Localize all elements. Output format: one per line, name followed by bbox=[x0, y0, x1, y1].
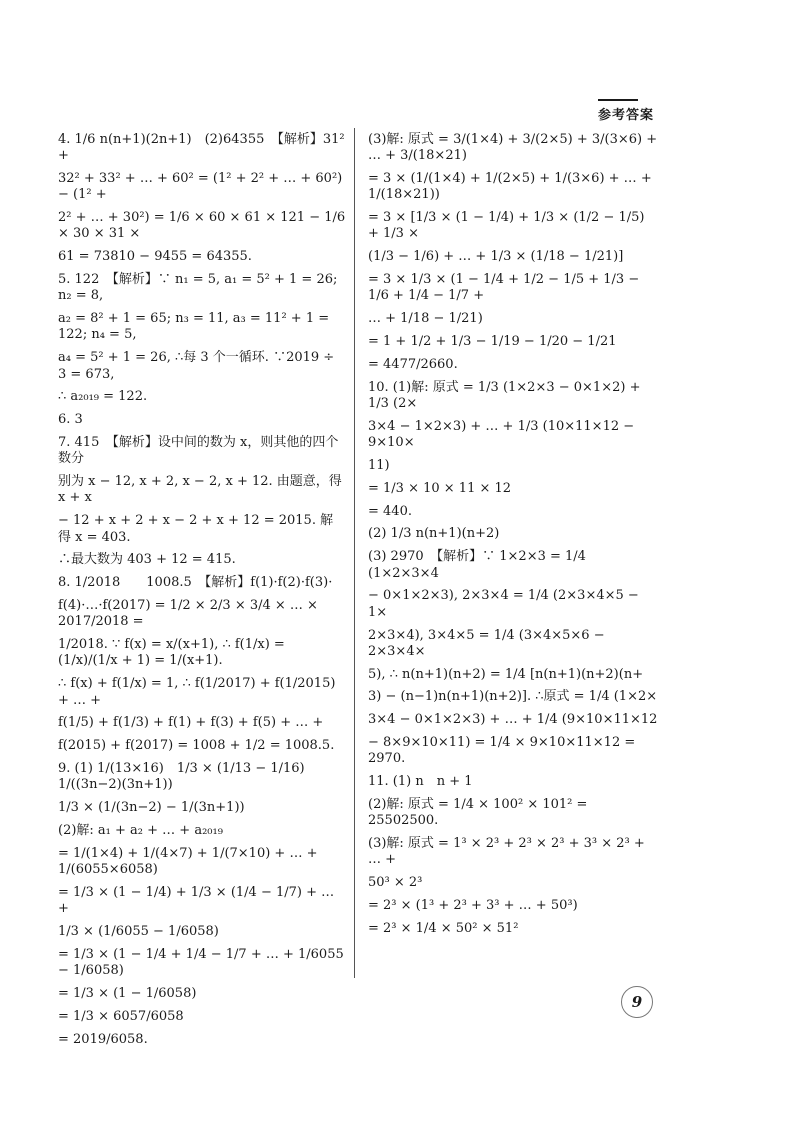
right-column-line: 3×4 − 1×2×3) + … + 1/3 (10×11×12 − 9×10× bbox=[368, 418, 639, 451]
section-label: 参考答案 bbox=[598, 108, 655, 123]
left-column-line: 1/2018. ∵ f(x) = x/(x+1), ∴ f(1/x) = (1/x)/(1/x + 1) = 1/(x+1). bbox=[58, 637, 289, 669]
left-column-line: 6. 3 bbox=[58, 412, 83, 428]
left-column-line: 4. 1/6 n(n+1)(2n+1) (2)64355 【解析】31² + bbox=[58, 132, 349, 164]
left-column-line: ∴ f(x) + f(1/x) = 1, ∴ f(1/2017) + f(1/2015) + … + bbox=[58, 676, 340, 708]
right-column-line: = 1 + 1/2 + 1/3 − 1/19 − 1/20 − 1/21 bbox=[368, 334, 617, 350]
right-column-line: 3×4 − 0×1×2×3) + … + 1/4 (9×10×11×12 bbox=[368, 712, 658, 728]
left-column-line: (2)解: a₁ + a₂ + … + a₂₀₁₉ bbox=[58, 822, 223, 838]
right-column-line: 5), ∴ n(n+1)(n+2) = 1/4 [n(n+1)(n+2)(n+ bbox=[368, 666, 644, 682]
right-column-line: 50³ × 2³ bbox=[368, 875, 423, 891]
left-column-line: 7. 415 【解析】设中间的数为 x，则其他的四个数分 bbox=[58, 435, 339, 467]
right-column-line: − 8×9×10×11) = 1/4 × 9×10×11×12 = 2970. bbox=[368, 735, 640, 767]
left-column-line: − 12 + x + 2 + x − 2 + x + 12 = 2015. 解得 x = 403. bbox=[58, 513, 334, 545]
left-column-line: 1/3 × (1/(3n−2) − 1/(3n+1)) bbox=[58, 800, 245, 816]
left-column-line: 9. (1) 1/(13×16) 1/3 × (1/13 − 1/16) 1/((3n−2)(3n+1)) bbox=[58, 761, 318, 793]
right-column-line: = 3 × (1/(1×4) + 1/(2×5) + 1/(3×6) + … + 1/(18×21)) bbox=[368, 171, 656, 203]
right-column-line: (1/3 − 1/6) + … + 1/3 × (1/18 − 1/21)] bbox=[368, 249, 624, 265]
left-column-line: f(1/5) + f(1/3) + f(1) + f(3) + f(5) + … + bbox=[58, 715, 324, 731]
left-column-line: 8. 1/2018 1008.5 【解析】f(1)·f(2)·f(3)· bbox=[58, 575, 333, 591]
left-column-line: ∴最大数为 403 + 12 = 415. bbox=[58, 552, 236, 568]
left-column-line: = 1/3 × (1 − 1/4) + 1/3 × (1/4 − 1/7) + … + bbox=[58, 884, 339, 917]
right-column-line: (3)解: 原式 = 1³ × 2³ + 2³ × 2³ + 3³ × 2³ + … + bbox=[368, 836, 649, 868]
right-column-line: (2)解: 原式 = 1/4 × 100² × 101² = 25502500. bbox=[368, 797, 592, 829]
column-divider bbox=[354, 128, 355, 978]
left-column-line: f(4)·…·f(2017) = 1/2 × 2/3 × 3/4 × … × 2017/2018 = bbox=[58, 598, 323, 630]
left-column-line: = 1/(1×4) + 1/(4×7) + 1/(7×10) + … + 1/(6055×6058) bbox=[58, 845, 322, 878]
right-column-line: = 1/3 × 10 × 11 × 12 bbox=[368, 480, 512, 496]
right-column-line: … + 1/18 − 1/21) bbox=[368, 311, 483, 327]
right-column-line: (3) 2970 【解析】∵ 1×2×3 = 1/4 (1×2×3×4 bbox=[368, 549, 591, 581]
left-column-line: 61 = 73810 − 9455 = 64355. bbox=[58, 249, 252, 265]
right-column-line: = 3 × [1/3 × (1 − 1/4) + 1/3 × (1/2 − 1/5) + 1/3 × bbox=[368, 210, 649, 242]
left-column-line: = 2019/6058. bbox=[58, 1031, 148, 1047]
right-column-line: = 4477/2660. bbox=[368, 356, 458, 372]
left-column-line: = 1/3 × (1 − 1/4 + 1/4 − 1/7 + … + 1/6055 − 1/6058) bbox=[58, 946, 348, 979]
right-column-line: = 440. bbox=[368, 503, 412, 519]
left-column-line: 1/3 × (1/6055 − 1/6058) bbox=[58, 924, 219, 939]
left-column-line: a₄ = 5² + 1 = 26, ∴每 3 个一循环. ∵2019 ÷ 3 = 673, bbox=[58, 350, 339, 382]
right-column-line: 2×3×4), 3×4×5 = 1/4 (3×4×5×6 − 2×3×4× bbox=[368, 627, 609, 659]
right-column-line: = 3 × 1/3 × (1 − 1/4 + 1/2 − 1/5 + 1/3 − 1/6 + 1/4 − 1/7 + bbox=[368, 272, 644, 304]
right-column bbox=[368, 132, 662, 944]
right-column-line: 3) − (n−1)n(n+1)(n+2)]. ∴原式 = 1/4 (1×2× bbox=[368, 689, 658, 705]
page-number: 9 bbox=[621, 986, 653, 1018]
left-column-line: 32² + 33² + … + 60² = (1² + 2² + … + 60²) − (1² + bbox=[58, 171, 347, 203]
right-column-line: (3)解: 原式 = 3/(1×4) + 3/(2×5) + 3/(3×6) + … + 3/(18×21) bbox=[368, 132, 662, 164]
left-column-line: 2² + … + 30²) = 1/6 × 60 × 61 × 121 − 1/6 × 30 × 31 × bbox=[58, 210, 350, 242]
right-column-line: 11) bbox=[368, 457, 390, 473]
right-column-line: = 2³ × (1³ + 2³ + 3³ + … + 50³) bbox=[368, 898, 578, 914]
right-column-line: 10. (1)解: 原式 = 1/3 (1×2×3 − 0×1×2) + 1/3 (2× bbox=[368, 379, 645, 411]
left-column-line: = 1/3 × (1 − 1/6058) bbox=[58, 985, 197, 1001]
right-column-line: − 0×1×2×3), 2×3×4 = 1/4 (2×3×4×5 − 1× bbox=[368, 588, 643, 620]
left-column-line: 别为 x − 12, x + 2, x − 2, x + 12. 由题意，得 x + x bbox=[58, 474, 346, 506]
right-column-line: 11. (1) n n + 1 bbox=[368, 774, 473, 790]
right-column-line: (2) 1/3 n(n+1)(n+2) bbox=[368, 526, 500, 542]
left-column-line: = 1/3 × 6057/6058 bbox=[58, 1008, 184, 1024]
left-column-line: f(2015) + f(2017) = 1008 + 1/2 = 1008.5. bbox=[58, 738, 335, 754]
left-column-line: ∴ a₂₀₁₉ = 122. bbox=[58, 389, 148, 405]
left-column bbox=[58, 132, 350, 1054]
left-column-line: 5. 122 【解析】∵ n₁ = 5, a₁ = 5² + 1 = 26; n₂ = 8, bbox=[58, 272, 342, 304]
header-rule bbox=[598, 99, 638, 101]
left-column-line: a₂ = 8² + 1 = 65; n₃ = 11, a₃ = 11² + 1 = 122; n₄ = 5, bbox=[58, 311, 334, 343]
right-column-line: = 2³ × 1/4 × 50² × 51² bbox=[368, 920, 519, 936]
